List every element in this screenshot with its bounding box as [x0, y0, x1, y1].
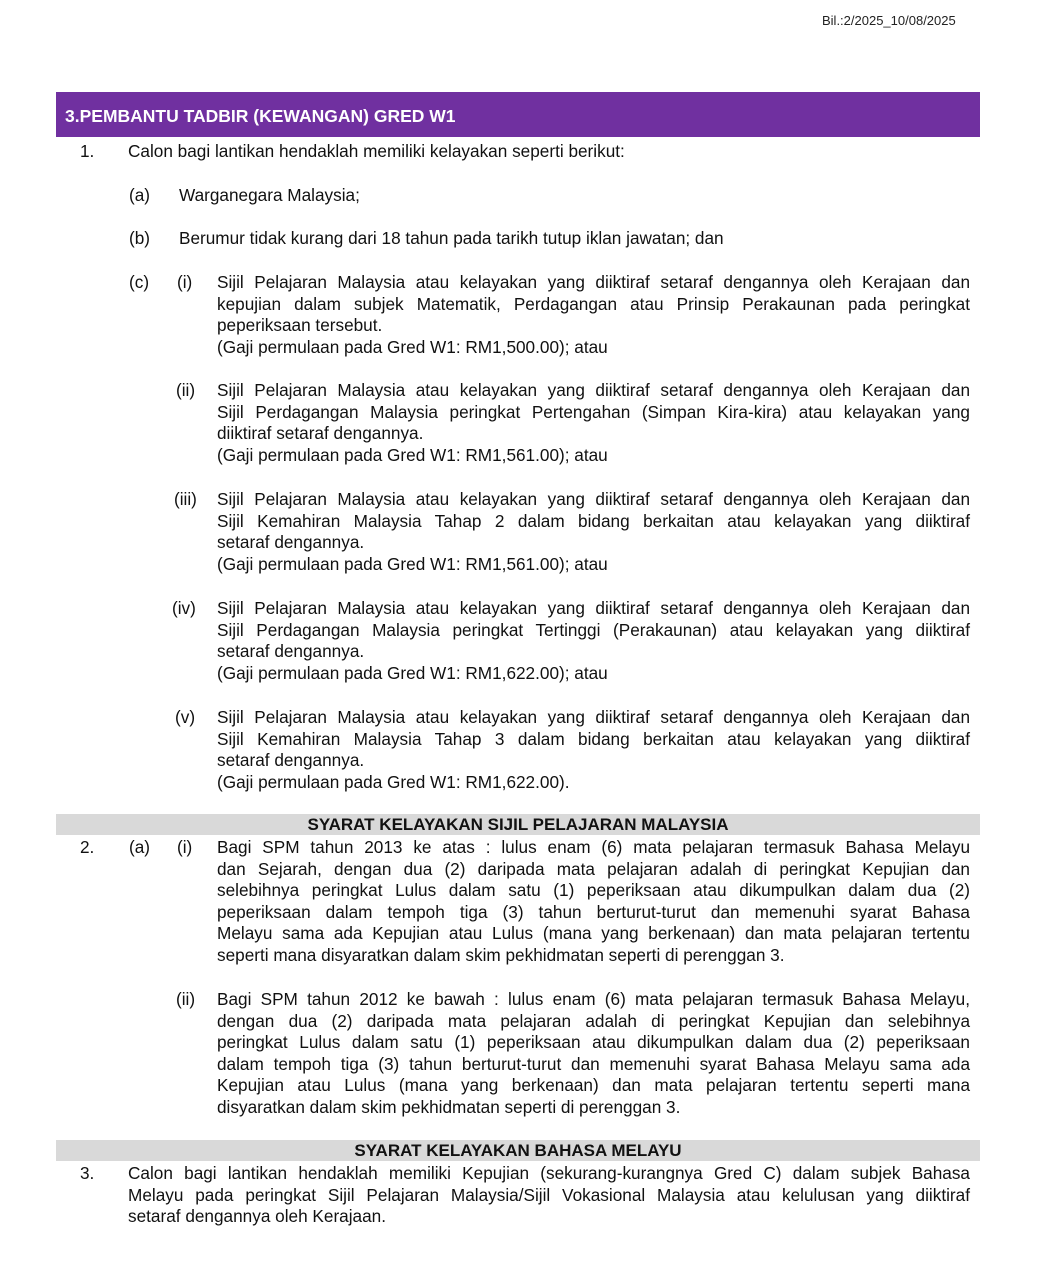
item-b-label: (b): [129, 228, 151, 248]
option-line: Sijil Kemahiran Malaysia Tahap 2 dalam bidang berkaitan atau kelayakan yang diiktiraf: [217, 510, 970, 531]
item-a-text: Warganegara Malaysia;: [179, 185, 360, 205]
spm-line: selebihnya peringkat Lulus dalam satu (1) peperiksaan atau dikumpulkan dalam dua (2): [217, 880, 970, 900]
section-heading-spm: SYARAT KELAYAKAN SIJIL PELAJARAN MALAYSIA: [56, 814, 980, 835]
item-2a-label: (a): [129, 837, 151, 857]
option-line: Sijil Perdagangan Malaysia peringkat Pertengahan (Simpan Kira-kira) atau kelayakan yang: [217, 401, 970, 422]
item-number-3: 3.: [80, 1163, 95, 1183]
option-label: (ii): [176, 380, 196, 400]
spm-line: dalam tempoh tiga (3) tahun berturut-turut dan memenuhi syarat Bahasa Melayu sama ada: [217, 1053, 970, 1074]
item-1-intro: Calon bagi lantikan hendaklah memiliki kelayakan seperti berikut:: [128, 141, 625, 161]
bahasa-melayu-block: [128, 1163, 970, 1228]
option-line: Sijil Pelajaran Malaysia atau kelayakan yang diiktiraf setaraf dengannya oleh Kerajaan dan: [217, 272, 970, 292]
spm-line: Melayu sama ada Kepujian atau Lulus (mana yang berkenaan) dan mata pelajaran tertentu: [217, 923, 970, 943]
spm-line: peringkat Lulus dalam satu (1) peperiksaan atau dikumpulkan dalam dua (2) peperiksaan: [217, 1032, 970, 1052]
bm-line: setaraf dengannya oleh Kerajaan.: [128, 1206, 387, 1226]
option-line: setaraf dengannya.: [217, 641, 365, 661]
option-salary: (Gaji permulaan pada Gred W1: RM1,622.00).: [217, 771, 570, 792]
option-salary: (Gaji permulaan pada Gred W1: RM1,500.00); atau: [217, 336, 608, 357]
option-line: kepujian dalam subjek Matematik, Perdagangan atau Prinsip Perakaunan pada peringkat: [217, 293, 970, 314]
item-b-text: Berumur tidak kurang dari 18 tahun pada tarikh tutup iklan jawatan; dan: [179, 228, 724, 248]
spm-line: dan Sejarah, dengan dua (2) daripada mata pelajaran adalah di peringkat Kepujian dan: [217, 858, 970, 879]
spm-item-label: (i): [177, 837, 193, 857]
option-block: [217, 272, 970, 358]
option-label: (iv): [172, 598, 196, 618]
spm-item-block: [217, 989, 970, 1118]
option-salary: (Gaji permulaan pada Gred W1: RM1,622.00); atau: [217, 662, 608, 683]
spm-line: seperti mana disyaratkan dalam skim pekhidmatan seperti di perenggan 3.: [217, 944, 785, 965]
option-line: setaraf dengannya.: [217, 750, 365, 770]
option-block: [217, 380, 970, 466]
option-line: peperiksaan tersebut.: [217, 315, 383, 335]
item-number-2: 2.: [80, 837, 95, 857]
option-block: [217, 489, 970, 575]
spm-item-label: (ii): [176, 989, 196, 1009]
section-heading-bahasa-melayu: SYARAT KELAYAKAN BAHASA MELAYU: [56, 1140, 980, 1161]
item-a-label: (a): [129, 185, 151, 205]
option-line: Sijil Pelajaran Malaysia atau kelayakan yang diiktiraf setaraf dengannya oleh Kerajaan dan: [217, 598, 970, 618]
section-title-bar: 3.PEMBANTU TADBIR (KEWANGAN) GRED W1: [56, 92, 980, 137]
spm-item-block: [217, 837, 970, 966]
option-label: (i): [177, 272, 193, 292]
option-block: [217, 707, 970, 793]
item-c-label: (c): [129, 272, 150, 292]
option-line: Sijil Perdagangan Malaysia peringkat Tertinggi (Perakaunan) atau kelayakan yang diiktiraf: [217, 619, 970, 640]
option-line: Sijil Pelajaran Malaysia atau kelayakan yang diiktiraf setaraf dengannya oleh Kerajaan dan: [217, 380, 970, 400]
item-number-1: 1.: [80, 141, 95, 161]
spm-line: disyaratkan dalam skim pekhidmatan seperti di perenggan 3.: [217, 1096, 681, 1117]
spm-line: peperiksaan dalam tempoh tiga (3) tahun berturut-turut dan memenuhi syarat Bahasa: [217, 901, 970, 922]
spm-line: Bagi SPM tahun 2013 ke atas : lulus enam (6) mata pelajaran termasuk Bahasa Melayu: [217, 837, 970, 857]
bm-line: Calon bagi lantikan hendaklah memiliki Kepujian (sekurang-kurangnya Gred C) dalam subjek Bahasa: [128, 1163, 970, 1183]
option-line: Sijil Pelajaran Malaysia atau kelayakan yang diiktiraf setaraf dengannya oleh Kerajaan dan: [217, 707, 970, 727]
option-line: Sijil Kemahiran Malaysia Tahap 3 dalam bidang berkaitan atau kelayakan yang diiktiraf: [217, 728, 970, 749]
spm-line: dengan dua (2) daripada mata pelajaran adalah di peringkat Kepujian dan selebihnya: [217, 1010, 970, 1031]
option-block: [217, 598, 970, 684]
option-salary: (Gaji permulaan pada Gred W1: RM1,561.00); atau: [217, 553, 608, 574]
option-salary: (Gaji permulaan pada Gred W1: RM1,561.00); atau: [217, 444, 608, 465]
option-label: (v): [175, 707, 196, 727]
document-reference: Bil.:2/2025_10/08/2025: [822, 13, 956, 28]
option-line: Sijil Pelajaran Malaysia atau kelayakan yang diiktiraf setaraf dengannya oleh Kerajaan dan: [217, 489, 970, 509]
spm-line: Bagi SPM tahun 2012 ke bawah : lulus enam (6) mata pelajaran termasuk Bahasa Melayu,: [217, 989, 970, 1009]
bm-line: Melayu pada peringkat Sijil Pelajaran Malaysia/Sijil Vokasional Malaysia atau kelulusan yang diiktiraf: [128, 1184, 970, 1205]
spm-line: Kepujian atau Lulus (mana yang berkenaan) dan mata pelajaran tertentu seperti mana: [217, 1075, 970, 1095]
option-line: setaraf dengannya.: [217, 532, 365, 552]
option-line: diiktiraf setaraf dengannya.: [217, 423, 424, 443]
option-label: (iii): [174, 489, 197, 509]
